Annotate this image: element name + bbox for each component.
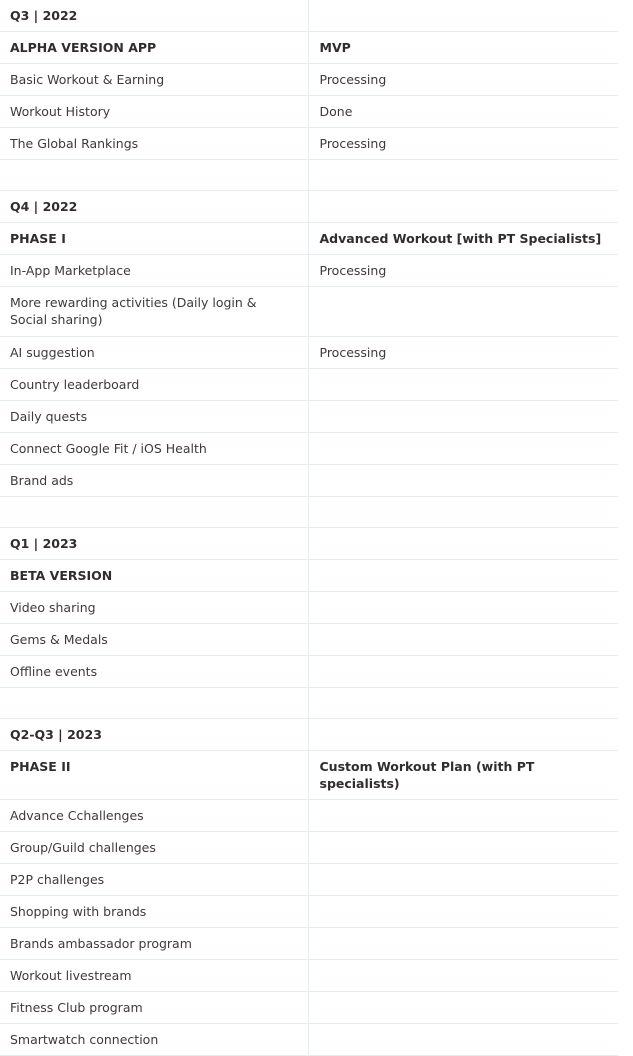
roadmap-item-cell — [0, 96, 308, 128]
roadmap-status-cell — [308, 528, 618, 560]
roadmap-status-cell — [308, 465, 618, 497]
table-header-row — [0, 223, 618, 255]
roadmap-status-text: Processing — [319, 72, 387, 87]
roadmap-status-cell — [308, 960, 618, 992]
roadmap-status-cell — [308, 32, 618, 64]
table-row — [0, 287, 618, 337]
roadmap-item-cell — [0, 992, 308, 1024]
roadmap-item-cell — [0, 656, 308, 688]
roadmap-item-cell — [0, 960, 308, 992]
roadmap-item-cell — [0, 864, 308, 896]
roadmap-item-cell — [0, 128, 308, 160]
roadmap-status-cell — [308, 800, 618, 832]
roadmap-item-cell — [0, 287, 308, 337]
roadmap-status-cell — [308, 688, 618, 719]
roadmap-status-text: Processing — [319, 136, 387, 151]
roadmap-item-text: Brands ambassador program — [10, 936, 192, 951]
roadmap-item-cell — [0, 191, 308, 223]
roadmap-item-cell — [0, 832, 308, 864]
roadmap-status-cell — [308, 191, 618, 223]
table-header-row — [0, 751, 618, 800]
table-row — [0, 465, 618, 497]
roadmap-item-text: Q1 | 2023 — [10, 536, 78, 551]
roadmap-status-cell — [308, 337, 618, 369]
roadmap-item-cell — [0, 465, 308, 497]
roadmap-item-cell — [0, 401, 308, 433]
table-row — [0, 337, 618, 369]
table-row — [0, 800, 618, 832]
roadmap-status-cell — [308, 832, 618, 864]
roadmap-status-cell — [308, 656, 618, 688]
roadmap-status-cell — [308, 928, 618, 960]
roadmap-item-text: Country leaderboard — [10, 377, 140, 392]
roadmap-status-text: Processing — [319, 345, 387, 360]
roadmap-status-text: Done — [319, 104, 353, 119]
roadmap-status-text: MVP — [319, 40, 351, 55]
roadmap-item-text: Advance Cchallenges — [10, 808, 144, 823]
roadmap-item-text: PHASE II — [10, 759, 71, 774]
roadmap-item-text: Q4 | 2022 — [10, 199, 78, 214]
table-row — [0, 1024, 618, 1056]
roadmap-item-cell — [0, 1024, 308, 1056]
roadmap-status-cell — [308, 560, 618, 592]
roadmap-status-cell — [308, 497, 618, 528]
roadmap-item-cell — [0, 369, 308, 401]
table-header-row — [0, 191, 618, 223]
roadmap-item-cell — [0, 64, 308, 96]
roadmap-status-cell — [308, 864, 618, 896]
roadmap-status-cell — [308, 719, 618, 751]
roadmap-item-cell — [0, 896, 308, 928]
roadmap-item-cell — [0, 433, 308, 465]
roadmap-item-text: Smartwatch connection — [10, 1032, 159, 1047]
roadmap-item-text: Video sharing — [10, 600, 96, 615]
roadmap-status-text: Processing — [319, 263, 387, 278]
roadmap-status-cell — [308, 592, 618, 624]
roadmap-item-cell — [0, 719, 308, 751]
table-row — [0, 688, 618, 719]
roadmap-status-text: Custom Workout Plan (with PT specialists) — [319, 759, 535, 791]
table-header-row — [0, 719, 618, 751]
table-row — [0, 255, 618, 287]
table-row — [0, 992, 618, 1024]
roadmap-item-text: Shopping with brands — [10, 904, 147, 919]
table-row — [0, 832, 618, 864]
roadmap-item-text: BETA VERSION — [10, 568, 113, 583]
roadmap-status-cell — [308, 128, 618, 160]
table-row — [0, 497, 618, 528]
roadmap-item-text: Connect Google Fit / iOS Health — [10, 441, 207, 456]
roadmap-status-cell — [308, 287, 618, 337]
roadmap-item-text: P2P challenges — [10, 872, 105, 887]
roadmap-status-cell — [308, 64, 618, 96]
table-header-row — [0, 32, 618, 64]
roadmap-status-cell — [308, 751, 618, 800]
roadmap-item-cell — [0, 688, 308, 719]
roadmap-status-cell — [308, 896, 618, 928]
roadmap-status-cell — [308, 223, 618, 255]
roadmap-item-text: Gems & Medals — [10, 632, 108, 647]
roadmap-item-text: Workout History — [10, 104, 111, 119]
roadmap-status-text: Advanced Workout [with PT Specialists] — [319, 231, 602, 246]
table-row — [0, 896, 618, 928]
roadmap-item-cell — [0, 497, 308, 528]
roadmap-item-text: Q3 | 2022 — [10, 8, 78, 23]
roadmap-item-cell — [0, 255, 308, 287]
roadmap-item-cell — [0, 32, 308, 64]
roadmap-item-cell — [0, 160, 308, 191]
table-row — [0, 624, 618, 656]
roadmap-item-cell — [0, 528, 308, 560]
roadmap-item-text: Basic Workout & Earning — [10, 72, 165, 87]
roadmap-status-cell — [308, 992, 618, 1024]
roadmap-item-text: AI suggestion — [10, 345, 95, 360]
roadmap-status-cell — [308, 255, 618, 287]
roadmap-item-cell — [0, 223, 308, 255]
table-header-row — [0, 0, 618, 32]
roadmap-item-cell — [0, 592, 308, 624]
table-row — [0, 401, 618, 433]
roadmap-item-cell — [0, 560, 308, 592]
roadmap-status-cell — [308, 160, 618, 191]
roadmap-item-text: In-App Marketplace — [10, 263, 131, 278]
roadmap-status-cell — [308, 96, 618, 128]
roadmap-item-text: Offline events — [10, 664, 98, 679]
roadmap-item-text: Group/Guild challenges — [10, 840, 156, 855]
table-row — [0, 928, 618, 960]
table-row — [0, 433, 618, 465]
table-row — [0, 96, 618, 128]
table-row — [0, 864, 618, 896]
roadmap-item-text: Workout livestream — [10, 968, 132, 983]
roadmap-status-cell — [308, 369, 618, 401]
roadmap-item-text: PHASE I — [10, 231, 66, 246]
table-row — [0, 128, 618, 160]
roadmap-item-text: ALPHA VERSION APP — [10, 40, 157, 55]
roadmap-item-cell — [0, 928, 308, 960]
roadmap-item-text: Q2-Q3 | 2023 — [10, 727, 102, 742]
roadmap-item-text: Fitness Club program — [10, 1000, 143, 1015]
roadmap-item-text: The Global Rankings — [10, 136, 139, 151]
table-header-row — [0, 560, 618, 592]
table-row — [0, 369, 618, 401]
roadmap-item-cell — [0, 800, 308, 832]
table-row — [0, 592, 618, 624]
roadmap-item-text: More rewarding activities (Daily login & Social sharing) — [10, 295, 257, 327]
roadmap-status-cell — [308, 624, 618, 656]
roadmap-item-cell — [0, 337, 308, 369]
roadmap-status-cell — [308, 433, 618, 465]
table-row — [0, 656, 618, 688]
table-row — [0, 160, 618, 191]
roadmap-item-text: Brand ads — [10, 473, 74, 488]
roadmap-status-cell — [308, 401, 618, 433]
roadmap-status-cell — [308, 1024, 618, 1056]
roadmap-item-cell — [0, 751, 308, 800]
roadmap-status-cell — [308, 0, 618, 32]
table-header-row — [0, 528, 618, 560]
roadmap-item-cell — [0, 0, 308, 32]
roadmap-item-cell — [0, 624, 308, 656]
table-row — [0, 64, 618, 96]
table-row — [0, 960, 618, 992]
roadmap-item-text: Daily quests — [10, 409, 88, 424]
